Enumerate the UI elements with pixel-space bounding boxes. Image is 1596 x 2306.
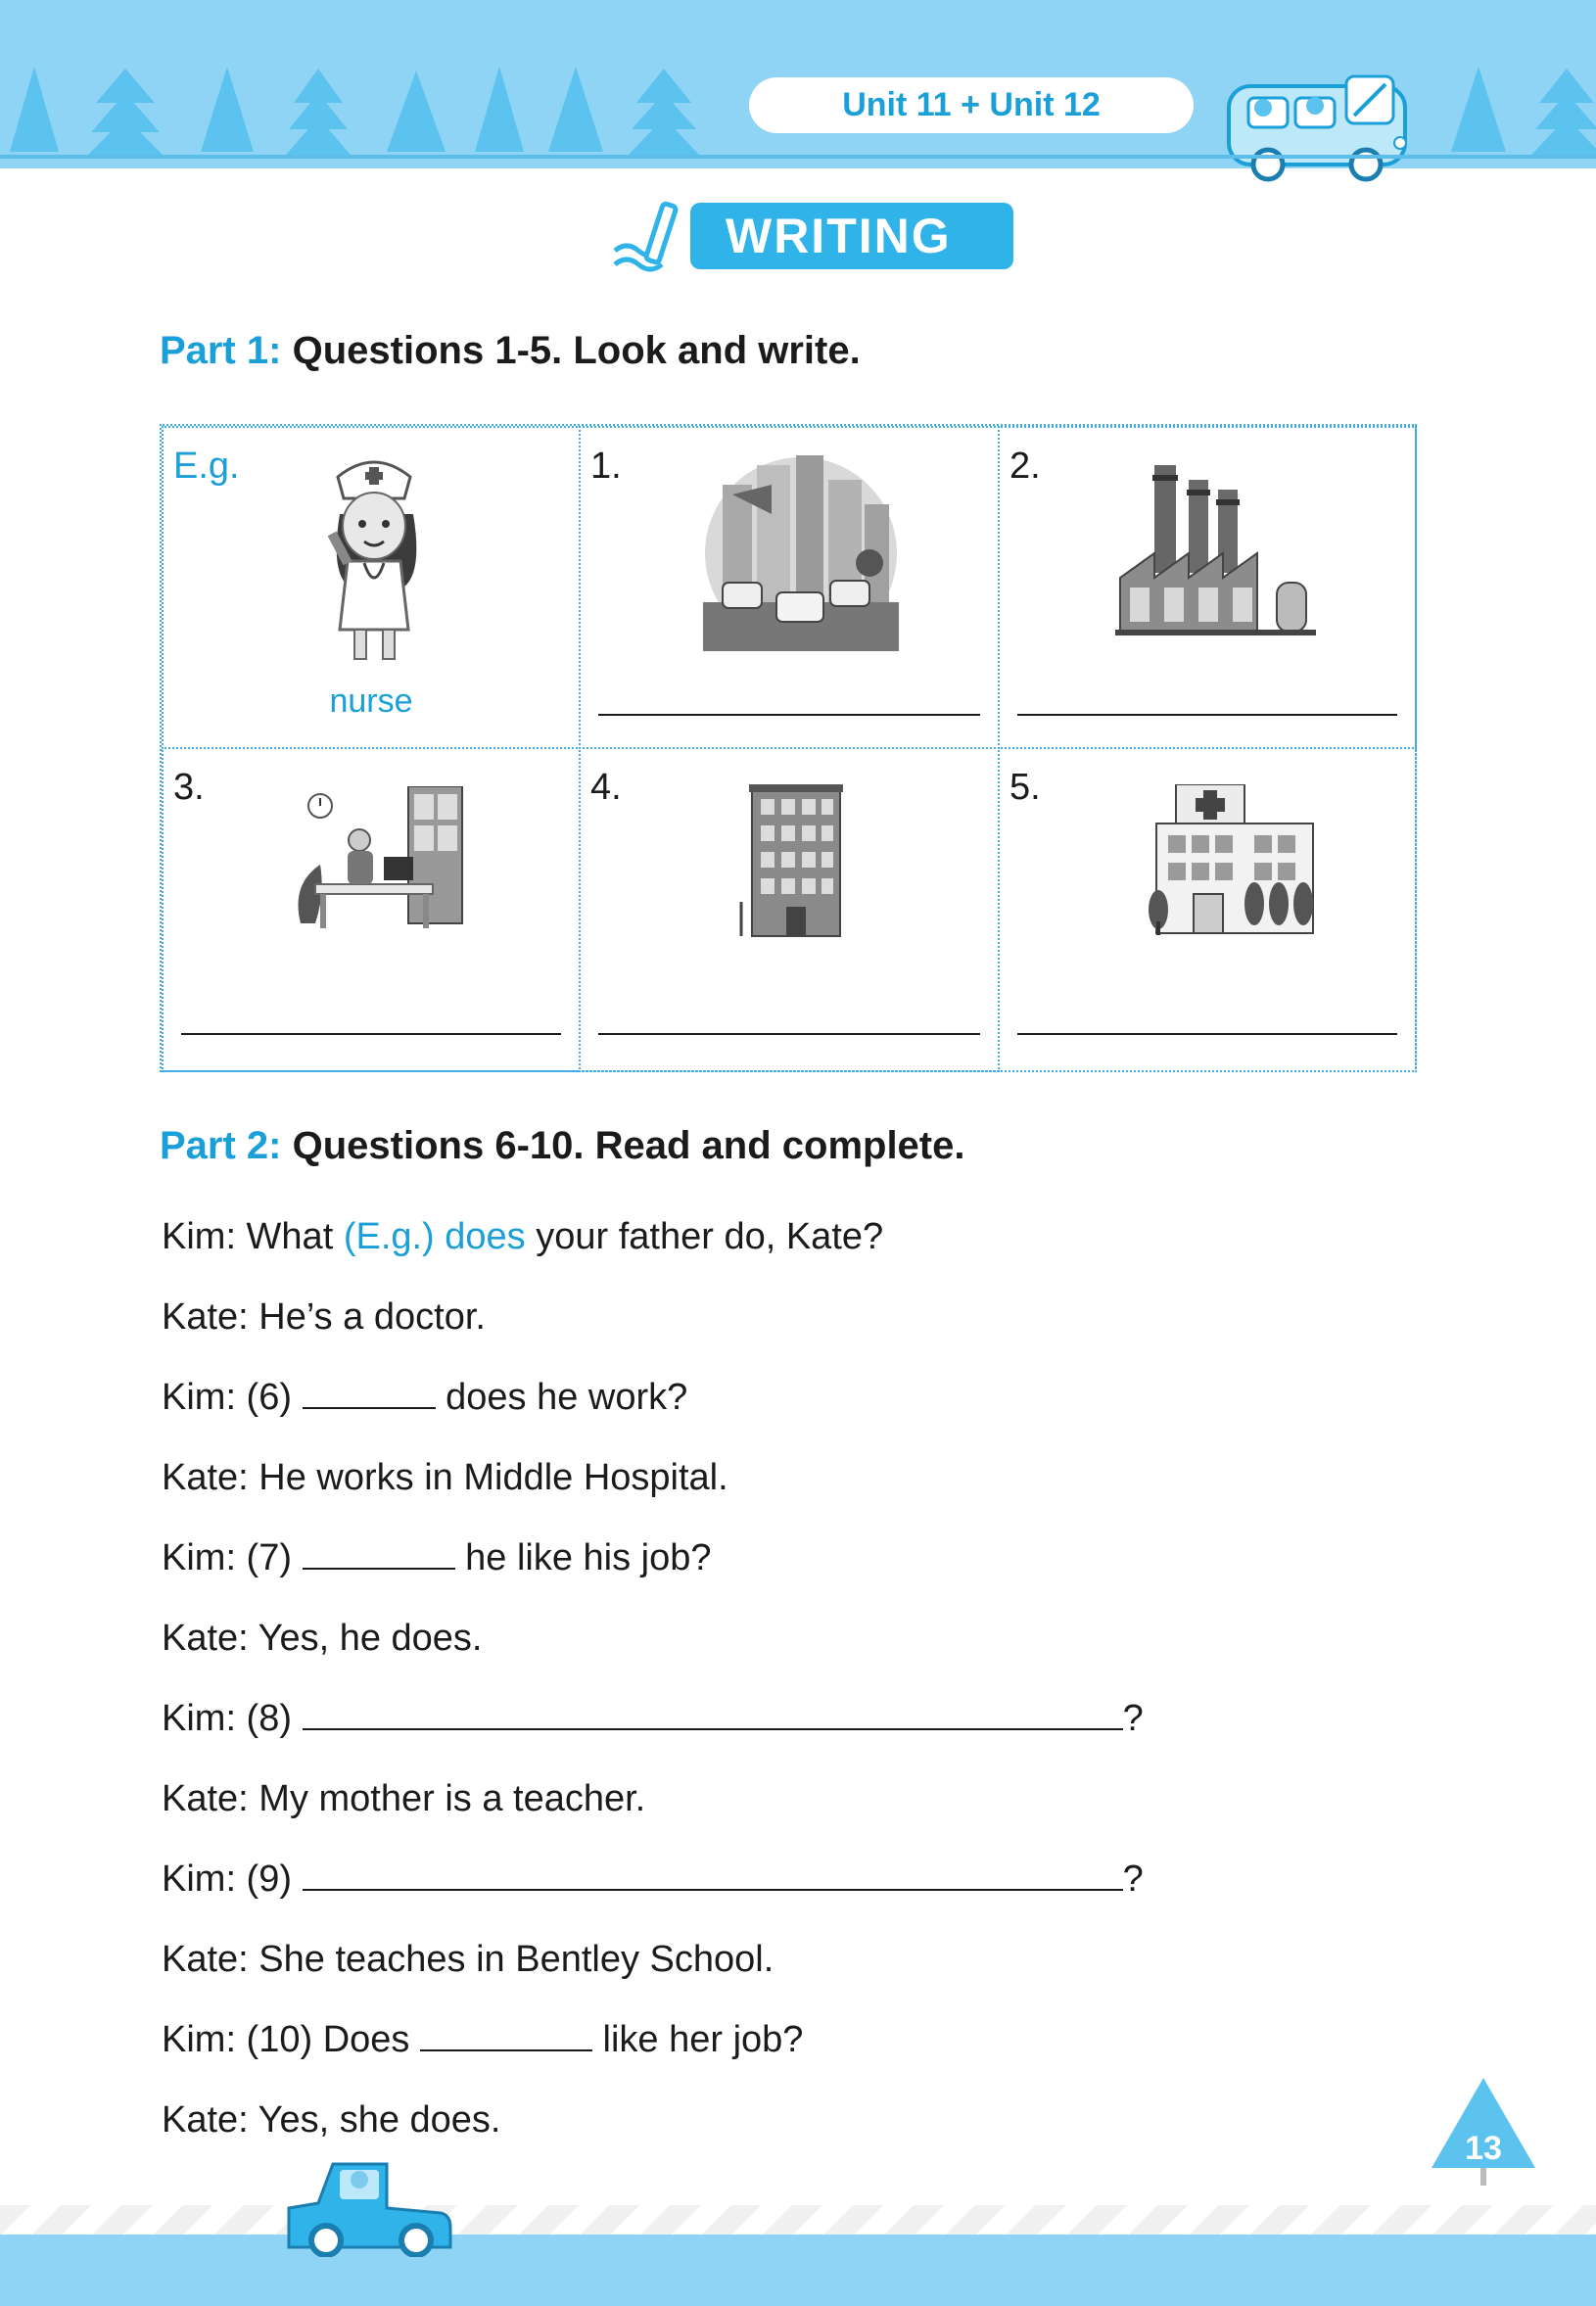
dialogue-text: Kim: What xyxy=(162,1216,344,1257)
question-number-2: 2. xyxy=(1009,446,1041,487)
question-cell-4 xyxy=(579,747,1000,1072)
pen-icon xyxy=(609,200,689,276)
question-cell-5 xyxy=(998,747,1417,1072)
section-title: WRITING xyxy=(690,203,1013,269)
dialogue-line-2: Kate: He’s a doctor. xyxy=(162,1296,486,1338)
blank-6[interactable] xyxy=(303,1378,436,1409)
dialogue-line-6: Kate: Yes, he does. xyxy=(162,1618,483,1659)
factory-picture-icon xyxy=(1115,465,1321,641)
dialogue-text: Kim: (9) xyxy=(162,1859,303,1900)
dialogue-text: ? xyxy=(1122,1698,1144,1739)
unit-label: Unit 11 + Unit 12 xyxy=(749,77,1194,133)
answer-line-3[interactable] xyxy=(181,1033,561,1035)
dialogue-text: like her job? xyxy=(591,2019,804,2060)
part1-instruction: Questions 1-5. Look and write. xyxy=(292,329,861,372)
part1-label: Part 1: xyxy=(160,329,282,372)
dialogue-text: Kim: (6) xyxy=(162,1377,303,1418)
dialogue-line-4: Kate: He works in Middle Hospital. xyxy=(162,1457,728,1498)
dialogue-line-12: Kate: Yes, she does. xyxy=(162,2099,501,2141)
question-cell-3 xyxy=(162,747,581,1072)
question-cell-1 xyxy=(579,426,1000,749)
header-band xyxy=(0,0,1596,168)
nurse-picture-icon xyxy=(310,446,438,666)
dialogue-text: he like his job? xyxy=(454,1537,712,1578)
answer-line-4[interactable] xyxy=(598,1033,980,1035)
part2-instruction: Questions 6-10. Read and complete. xyxy=(292,1124,965,1167)
page-number: 13 xyxy=(1465,2130,1502,2167)
part1-title xyxy=(160,329,861,373)
example-answer-text: (E.g.) does xyxy=(343,1216,526,1257)
blank-7[interactable] xyxy=(303,1538,455,1570)
dialogue-line-8: Kate: My mother is a teacher. xyxy=(162,1778,646,1819)
dialogue-line-1 xyxy=(162,1216,883,1258)
question-number-3: 3. xyxy=(173,767,205,808)
answer-line-1[interactable] xyxy=(598,714,980,716)
trees-right-decoration-icon xyxy=(1439,59,1596,157)
dialogue-line-5 xyxy=(162,1537,712,1579)
answer-line-5[interactable] xyxy=(1017,1033,1397,1035)
blank-8[interactable] xyxy=(303,1699,1123,1730)
dialogue-text: ? xyxy=(1122,1859,1144,1900)
hospital-picture-icon xyxy=(1147,784,1323,941)
dialogue-text: Kim: (7) xyxy=(162,1537,303,1578)
dialogue-line-9 xyxy=(162,1859,1144,1901)
city-traffic-picture-icon xyxy=(703,446,899,651)
office-picture-icon xyxy=(291,786,467,933)
part2-label: Part 2: xyxy=(160,1124,282,1167)
apartment-building-picture-icon xyxy=(737,784,845,941)
dialogue-line-7 xyxy=(162,1698,1144,1740)
question-number-5: 5. xyxy=(1009,767,1041,808)
dialogue-text: Kim: (10) Does xyxy=(162,2019,420,2060)
example-number: E.g. xyxy=(173,446,240,487)
question-cell-2 xyxy=(998,426,1417,749)
school-bus-icon xyxy=(1219,57,1420,184)
part2-title xyxy=(160,1124,964,1168)
picture-grid xyxy=(160,424,1417,1072)
blank-9[interactable] xyxy=(303,1859,1123,1891)
blank-10[interactable] xyxy=(420,2020,592,2051)
header-divider xyxy=(0,155,1596,159)
car-icon xyxy=(279,2154,455,2257)
trees-decoration-icon xyxy=(0,59,744,157)
question-number-1: 1. xyxy=(590,446,622,487)
dialogue-text: Kim: (8) xyxy=(162,1698,303,1739)
dialogue-line-11 xyxy=(162,2019,803,2061)
example-cell xyxy=(162,426,581,749)
question-number-4: 4. xyxy=(590,767,622,808)
dialogue-line-3 xyxy=(162,1377,687,1419)
example-answer: nurse xyxy=(329,682,413,720)
answer-line-2[interactable] xyxy=(1017,714,1397,716)
dialogue-line-10: Kate: She teaches in Bentley School. xyxy=(162,1939,775,1980)
dialogue-text: your father do, Kate? xyxy=(525,1216,884,1257)
dialogue-text: does he work? xyxy=(435,1377,688,1418)
footer-stripe xyxy=(0,2205,1596,2235)
footer-band xyxy=(0,2235,1596,2306)
